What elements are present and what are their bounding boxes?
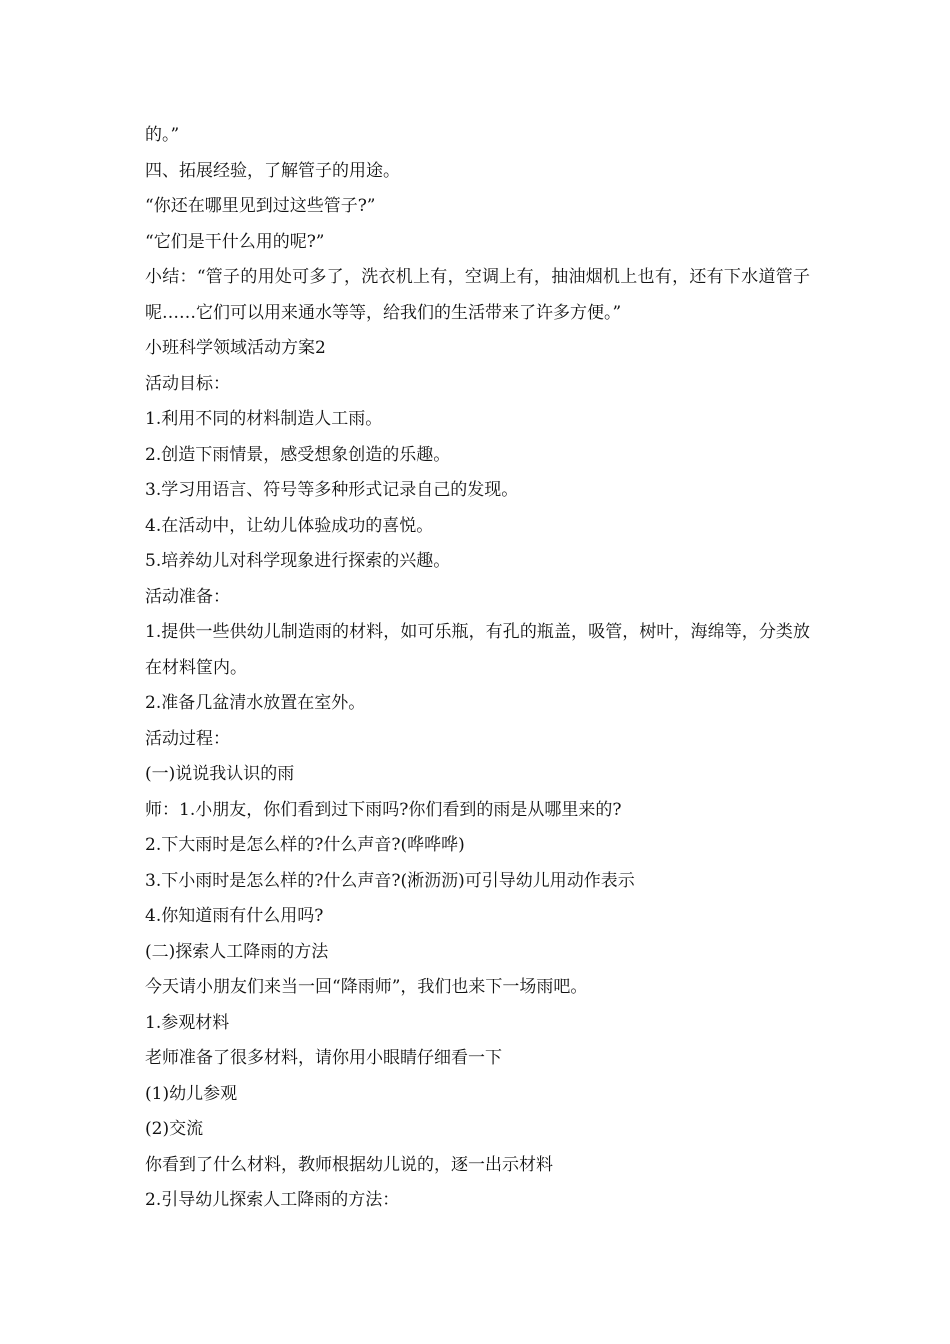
process-item: 4.你知道雨有什么用吗? bbox=[145, 906, 324, 926]
process-heading: 活动过程： bbox=[145, 728, 230, 749]
preparation-heading: 活动准备： bbox=[145, 586, 230, 607]
process-item: 师：1.小朋友，你们看到过下雨吗?你们看到的雨是从哪里来的? bbox=[145, 799, 622, 820]
preparation-item: 1.提供一些供幼儿制造雨的材料，如可乐瓶，有孔的瓶盖，吸管，树叶，海绵等，分类放在材料筐内。 bbox=[145, 622, 810, 678]
goal-item: 2.创造下雨情景，感受想象创造的乐趣。 bbox=[145, 444, 451, 465]
document-body bbox=[145, 118, 810, 1219]
goal-item: 4.在活动中，让幼儿体验成功的喜悦。 bbox=[145, 515, 434, 536]
paragraph-continuation: 的。” bbox=[145, 125, 180, 145]
process-item: 今天请小朋友们来当一回“降雨师”，我们也来下一场雨吧。 bbox=[145, 977, 588, 997]
preparation-item: 2.准备几盆清水放置在室外。 bbox=[145, 693, 366, 713]
process-item: 你看到了什么材料，教师根据幼儿说的，逐一出示材料 bbox=[145, 1154, 553, 1175]
process-step-heading: (二)探索人工降雨的方法 bbox=[145, 941, 329, 962]
process-item: 2.下大雨时是怎么样的?什么声音?(哗哗哗) bbox=[145, 835, 465, 855]
goal-item: 1.利用不同的材料制造人工雨。 bbox=[145, 409, 383, 429]
process-item: 3.下小雨时是怎么样的?什么声音?(淅沥沥)可引导幼儿用动作表示 bbox=[145, 870, 635, 891]
process-step-heading: (一)说说我认识的雨 bbox=[145, 764, 295, 784]
goal-item: 3.学习用语言、符号等多种形式记录自己的发现。 bbox=[145, 480, 519, 500]
question-use: “它们是干什么用的呢?” bbox=[145, 231, 325, 252]
process-item: 老师准备了很多材料，请你用小眼睛仔细看一下 bbox=[145, 1048, 502, 1068]
goals-heading: 活动目标： bbox=[145, 373, 230, 394]
process-item: (2)交流 bbox=[145, 1119, 204, 1139]
process-item: 2.引导幼儿探索人工降雨的方法： bbox=[145, 1190, 400, 1210]
process-item: 1.参观材料 bbox=[145, 1012, 230, 1033]
goal-item: 5.培养幼儿对科学现象进行探索的兴趣。 bbox=[145, 551, 451, 571]
plan-title: 小班科学领域活动方案2 bbox=[145, 338, 326, 358]
summary-paragraph: 小结：“管子的用处可多了，洗衣机上有，空调上有，抽油烟机上也有，还有下水道管子呢……它们可以用来通水等等，给我们的生活带来了许多方便。” bbox=[145, 267, 810, 323]
section-heading-extend: 四、拓展经验，了解管子的用途。 bbox=[145, 160, 400, 181]
process-item: (1)幼儿参观 bbox=[145, 1083, 238, 1104]
question-where: “你还在哪里见到过这些管子?” bbox=[145, 196, 376, 216]
